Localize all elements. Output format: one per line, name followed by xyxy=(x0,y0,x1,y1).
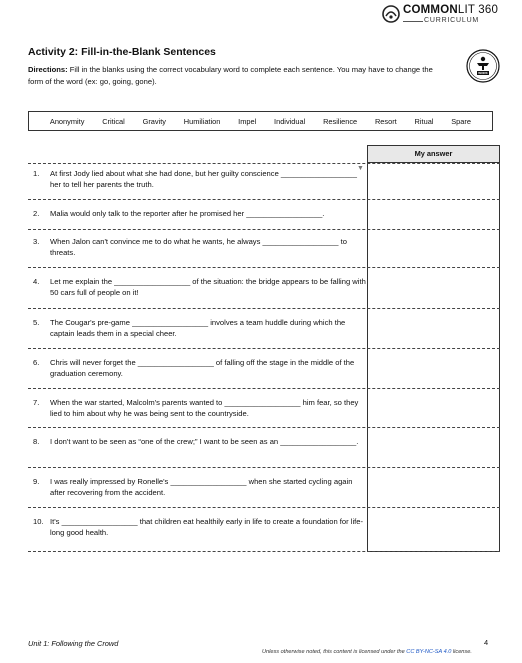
question-text: Let me explain the __________________ of the situation: the bridge appears to be falling with 50 cars full of people on it! xyxy=(50,277,366,297)
word-bank-item: Resilience xyxy=(323,116,358,126)
work-icon xyxy=(466,49,500,83)
row-divider xyxy=(28,308,500,309)
row-divider xyxy=(28,507,500,508)
row-divider xyxy=(28,467,500,468)
directions-text: Fill in the blanks using the correct vocabulary word to complete each sentence. You may have to change the form of the word (ex: go, going, gone). xyxy=(28,65,433,86)
row-divider xyxy=(28,199,500,200)
license-link[interactable]: CC BY-NC-SA 4.0 xyxy=(406,649,452,655)
question-number: 9. xyxy=(33,477,40,486)
question-text: When the war started, Malcolm's parents wanted to __________________ him fear, so they lied to him about why he was being sent to the countryside. xyxy=(50,398,359,418)
word-bank-item: Critical xyxy=(102,116,125,126)
row-divider xyxy=(28,388,500,389)
question-number: 8. xyxy=(33,437,40,446)
question-text: It's __________________ that children eat healthily early in life to create a foundation for life-long good health. xyxy=(50,517,364,537)
logo-rule xyxy=(403,21,423,22)
question-number: 6. xyxy=(33,358,40,367)
svg-text:WORK: WORK xyxy=(478,71,488,76)
footer-license: Unless otherwise noted, this content is licensed under the CC BY-NC-SA 4.0 license. xyxy=(262,649,472,655)
row-divider xyxy=(28,163,500,164)
footer-page-number: 4 xyxy=(484,638,489,647)
question-text: At first Jody lied about what she had done, but her guilty conscience __________________ her to tell her parents the truth. xyxy=(50,169,357,189)
question-text: I don't want to be seen as “one of the crew;” I want to be seen as an __________________. xyxy=(50,437,359,446)
word-bank-item: Spare xyxy=(451,116,471,126)
row-divider xyxy=(28,427,500,428)
footer-unit: Unit 1: Following the Crowd xyxy=(28,639,119,648)
word-bank-item: Impel xyxy=(238,116,257,126)
question-number: 4. xyxy=(33,277,40,286)
question-text: Malia would only talk to the reporter after he promised her __________________. xyxy=(50,209,325,218)
commonlit-logo xyxy=(381,2,501,28)
question-text: I was really impressed by Ronelle's __________________ when she started cycling again after recovering from the accident. xyxy=(50,477,353,497)
question-number: 7. xyxy=(33,398,40,407)
dropdown-caret-icon[interactable]: ▼ xyxy=(357,165,364,172)
question-number: 1. xyxy=(33,169,40,178)
directions xyxy=(28,64,448,88)
logo-subtitle: CURRICULUM xyxy=(424,17,480,24)
word-bank-item: Humiliation xyxy=(183,116,221,126)
question-text: Chris will never forget the __________________ of falling off the stage in the middle of the graduation ceremony. xyxy=(50,358,355,378)
word-bank-item: Resort xyxy=(374,116,397,126)
row-divider xyxy=(28,229,500,230)
question-text: When Jalon can't convince me to do what he wants, he always __________________ to threats. xyxy=(50,237,347,257)
directions-label: Directions: xyxy=(28,65,68,74)
question-number: 5. xyxy=(33,318,40,327)
question-text: The Cougar's pre-game __________________ involves a team huddle during which the captain leads them in a special cheer. xyxy=(50,318,346,338)
word-bank-item: Ritual xyxy=(414,116,434,126)
question-number: 10. xyxy=(33,517,44,526)
question-number: 2. xyxy=(33,209,40,218)
row-divider xyxy=(28,267,500,268)
logo-brand: COMMONLIT 360 xyxy=(403,4,499,16)
question-number: 3. xyxy=(33,237,40,246)
word-bank-item: Gravity xyxy=(142,116,166,126)
word-bank-item: Individual xyxy=(274,116,306,126)
activity-title: Activity 2: Fill-in-the-Blank Sentences xyxy=(28,46,216,58)
row-divider xyxy=(28,348,500,349)
row-divider xyxy=(28,551,500,552)
logo-mark-icon xyxy=(381,4,401,24)
word-bank xyxy=(28,111,493,131)
word-bank-item: Anonymity xyxy=(49,116,85,126)
answer-column-header: My answer xyxy=(367,145,500,163)
